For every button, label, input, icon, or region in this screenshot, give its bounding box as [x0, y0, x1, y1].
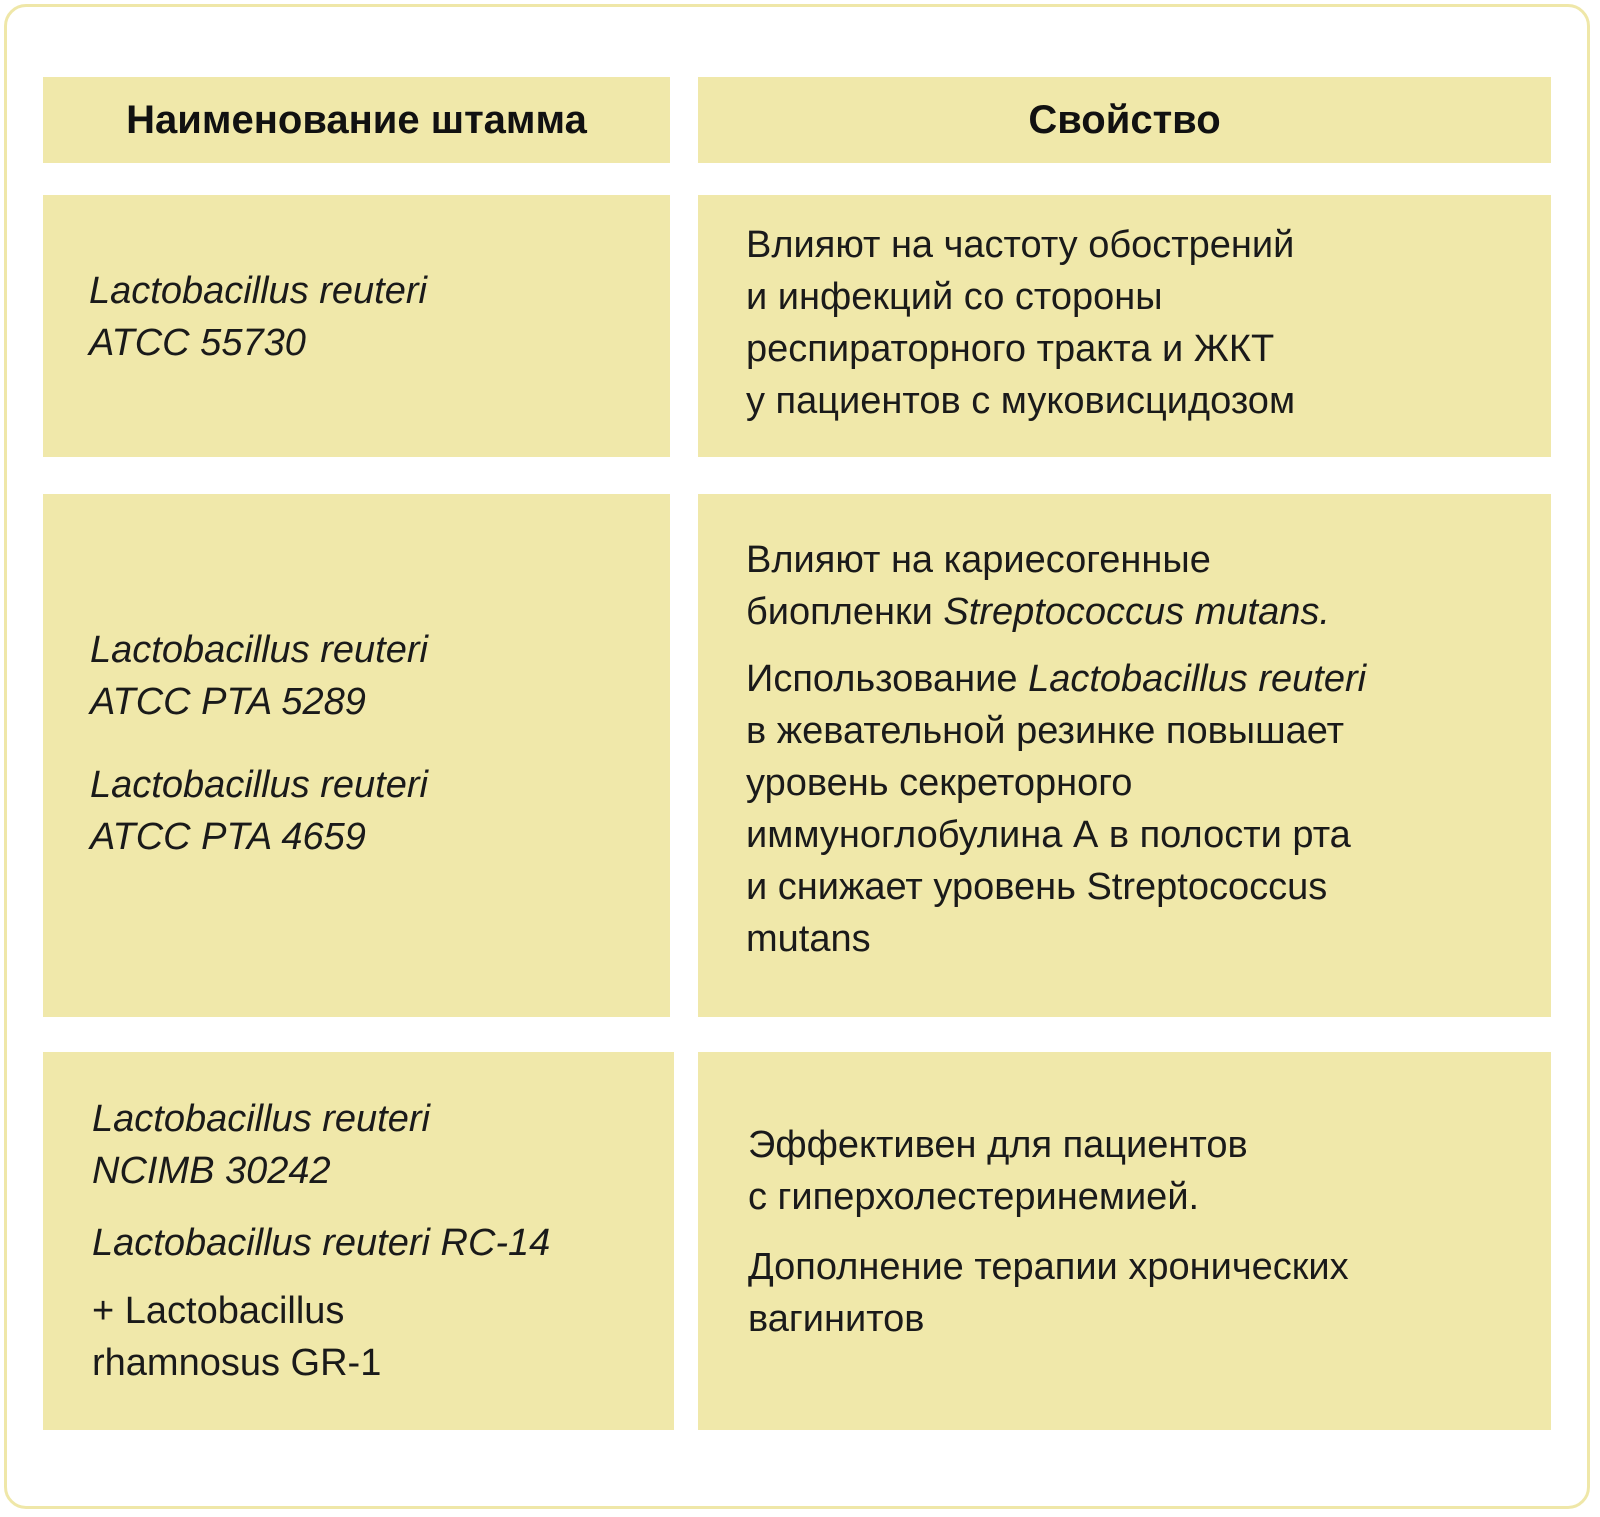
- row3-strain-text-c: [92, 1285, 381, 1389]
- row3-strain-a-line2: NCIMB 30242: [92, 1150, 331, 1192]
- row2-strain-b-line2: ATCC PTA 4659: [90, 816, 366, 858]
- row1-strain-text: [89, 265, 427, 369]
- row3-strain-text-a: [92, 1093, 430, 1197]
- row2-property-p1-line2-plain: биопленки: [746, 591, 944, 633]
- row1-property-line3: респираторного тракта и ЖКТ: [746, 328, 1275, 370]
- row3-property-p1-line2: с гиперхолестеринемией.: [748, 1176, 1200, 1218]
- row2-property-para1: [746, 534, 1330, 638]
- row2-property-p1-line2: [746, 586, 1330, 638]
- row3-property-p2-line1: Дополнение терапии хронических: [748, 1246, 1349, 1288]
- row3-property-para1: [748, 1119, 1248, 1223]
- row3-property-cell: [698, 1052, 1551, 1430]
- row3-strain-c-line1: + Lactobacillus: [92, 1290, 345, 1332]
- row2-strain-text-a: [90, 624, 428, 728]
- header-property: [698, 77, 1551, 163]
- row2-strain-cell: [43, 494, 670, 1017]
- header-strain-name-label: Наименование штамма: [126, 97, 587, 142]
- row2-property-p2-line5: и снижает уровень Streptococcus: [746, 866, 1328, 908]
- row3-property-p2-line2: вагинитов: [748, 1298, 925, 1340]
- header-strain-name: [43, 77, 670, 163]
- row2-property-para2: [746, 653, 1366, 965]
- row3-strain-text-b: [92, 1217, 550, 1269]
- row1-property-line4: у пациентов с муковисцидозом: [746, 380, 1296, 422]
- row2-property-cell: [698, 494, 1551, 1017]
- row2-strain-a-line1: Lactobacillus reuteri: [90, 629, 428, 671]
- row1-property-cell: [698, 195, 1551, 457]
- row1-property-text: [746, 219, 1295, 427]
- row2-property-p2-line1: [746, 653, 1366, 705]
- row2-property-p2-line6: mutans: [746, 918, 871, 960]
- row3-strain-a-line1: Lactobacillus reuteri: [92, 1098, 430, 1140]
- row3-strain-b-line1: Lactobacillus reuteri RC-14: [92, 1222, 551, 1264]
- row2-strain-b-line1: Lactobacillus reuteri: [90, 764, 428, 806]
- row1-strain-cell: [43, 195, 670, 457]
- row1-property-line1: Влияют на частоту обострений: [746, 224, 1295, 266]
- row1-strain-line1: Lactobacillus reuteri: [89, 270, 427, 312]
- row3-property-p1-line1: Эффективен для пациентов: [748, 1124, 1248, 1166]
- row2-property-p2-line2: в жевательной резинке повышает: [746, 710, 1344, 752]
- row2-property-p2-line1-plain: Использование: [746, 658, 1029, 700]
- row2-strain-a-line2: ATCC PTA 5289: [90, 681, 366, 723]
- row2-property-p1-line1: Влияют на кариесогенные: [746, 539, 1211, 581]
- row2-property-p2-line4: иммуноглобулина А в полости рта: [746, 814, 1351, 856]
- row3-strain-c-line2: rhamnosus GR-1: [92, 1342, 382, 1384]
- row2-property-p2-line1-italic: Lactobacillus reuteri: [1028, 658, 1367, 700]
- row1-strain-line2: ATCC 55730: [89, 322, 306, 364]
- header-property-label: Свойство: [1028, 97, 1221, 142]
- row3-property-para2: [748, 1241, 1349, 1345]
- row1-property-line2: и инфекций со стороны: [746, 276, 1163, 318]
- row2-property-p1-line2-italic: Streptococcus mutans.: [943, 591, 1330, 633]
- row2-property-p2-line3: уровень секреторного: [746, 762, 1133, 804]
- row2-strain-text-b: [90, 759, 428, 863]
- row3-strain-cell: [43, 1052, 674, 1430]
